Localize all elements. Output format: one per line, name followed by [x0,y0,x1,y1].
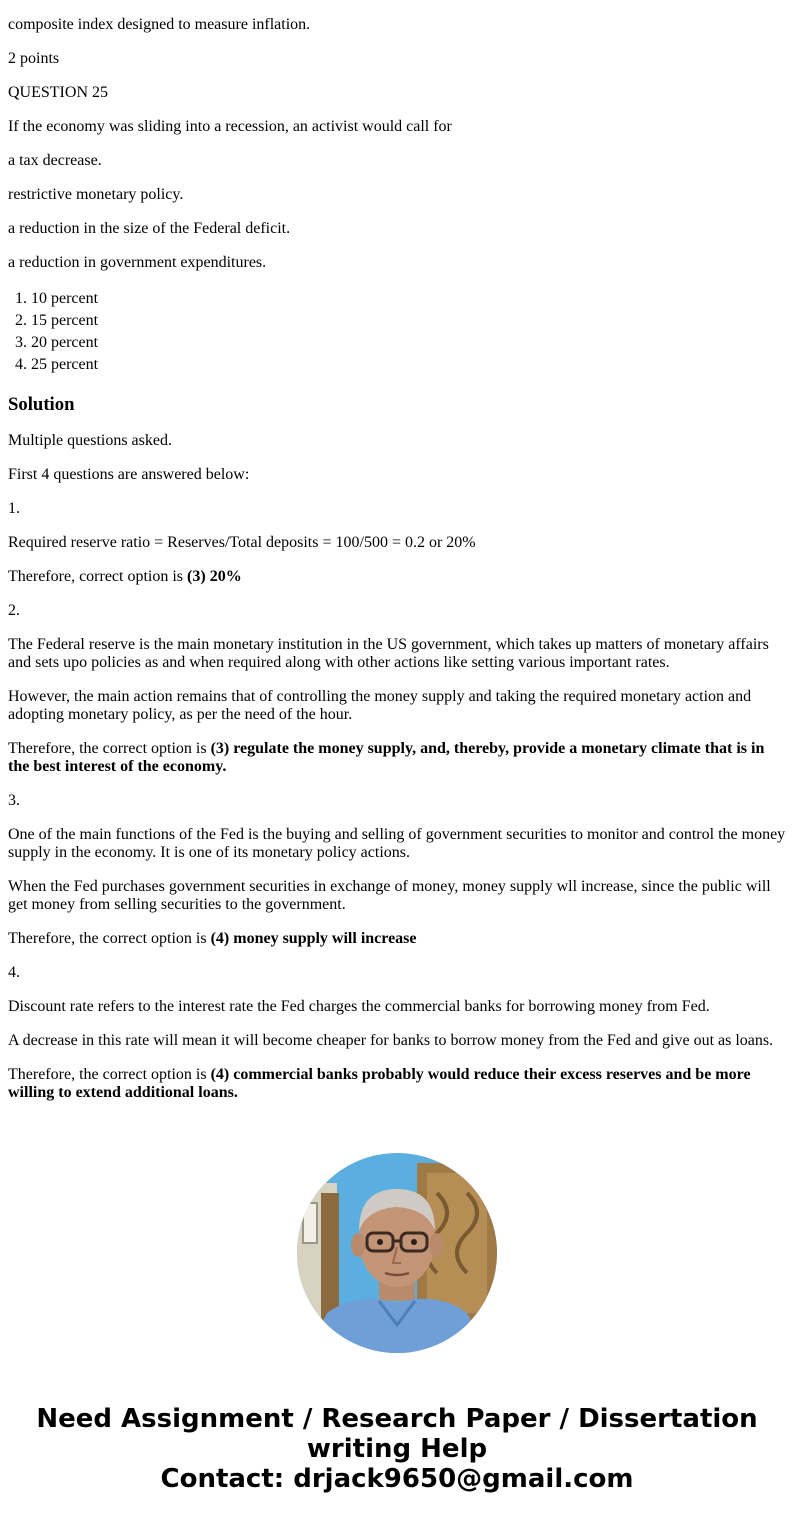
footer-contact [0,1404,794,1494]
option-4: a reduction in government expenditures. [8,254,267,271]
answer-conclusion [8,1066,786,1102]
conclusion-answer: (4) money supply will increase [210,930,417,947]
answer-number: 2. [8,602,20,619]
avatar [297,1153,497,1353]
answer-paragraph: Discount rate refers to the interest rate the Fed charges the commercial banks for borrowing money from Fed. [8,998,710,1015]
answer-paragraph: The Federal reserve is the main monetary institution in the US government, which takes up matters of monetary affairs and sets upo policies as and when required along with other actions like setting various important rates. [8,636,769,671]
conclusion-prefix: Therefore, the correct option is [8,740,211,757]
answer-conclusion [8,568,786,586]
conclusion-prefix: Therefore, the correct option is [8,1066,211,1083]
conclusion-prefix: Therefore, correct option is [8,568,188,585]
footer-contact-email: Contact: drjack9650@gmail.com [160,1464,634,1494]
solution-heading: Solution [8,394,75,415]
footer-line: Need Assignment / Research Paper / Dissertation [36,1404,758,1434]
conclusion-prefix: Therefore, the correct option is [8,930,211,947]
answer-paragraph: One of the main functions of the Fed is the buying and selling of government securities to monitor and control the money supply in the economy. It is one of its monetary policy actions. [8,826,786,861]
answer-conclusion [8,930,786,948]
intro-line: composite index designed to measure inflation. [8,16,311,33]
percent-list [8,288,786,376]
conclusion-answer: (3) 20% [187,568,242,585]
answer-paragraph: Required reserve ratio = Reserves/Total deposits = 100/500 = 0.2 or 20% [8,534,476,551]
answer-paragraph: However, the main action remains that of controlling the money supply and taking the required monetary action and adopting monetary policy, as per the need of the hour. [8,688,752,723]
question-label: QUESTION 25 [8,84,108,101]
percent-item: 3. 20 percent [31,332,786,354]
answer-number: 1. [8,500,20,517]
points-label: 2 points [8,50,60,67]
question-text: If the economy was sliding into a recession, an activist would call for [8,118,452,135]
answer-paragraph: When the Fed purchases government securities in exchange of money, money supply wll increase, since the public will get money from selling securities to the government. [8,878,771,913]
footer-line: writing Help [306,1434,488,1464]
answer-paragraph: A decrease in this rate will mean it will become cheaper for banks to borrow money from the Fed and give out as loans. [8,1032,774,1049]
percent-item: 4. 25 percent [31,354,786,376]
percent-item: 1. 10 percent [31,288,786,310]
answer-number: 3. [8,792,20,809]
document-body [8,16,786,1118]
answer-conclusion [8,740,786,776]
solution-intro: Multiple questions asked. [8,432,172,449]
solution-intro: First 4 questions are answered below: [8,466,250,483]
conclusion-answer: (3) regulate the money supply, and, thereby, provide a monetary climate that is in the best interest of the economy. [8,740,765,775]
percent-item: 2. 15 percent [31,310,786,332]
avatar-portrait-image [297,1153,497,1353]
option-1: a tax decrease. [8,152,102,169]
option-3: a reduction in the size of the Federal deficit. [8,220,291,237]
option-2: restrictive monetary policy. [8,186,184,203]
answer-number: 4. [8,964,20,981]
conclusion-answer: (4) commercial banks probably would reduce their excess reserves and be more willing to extend additional loans. [8,1066,751,1101]
